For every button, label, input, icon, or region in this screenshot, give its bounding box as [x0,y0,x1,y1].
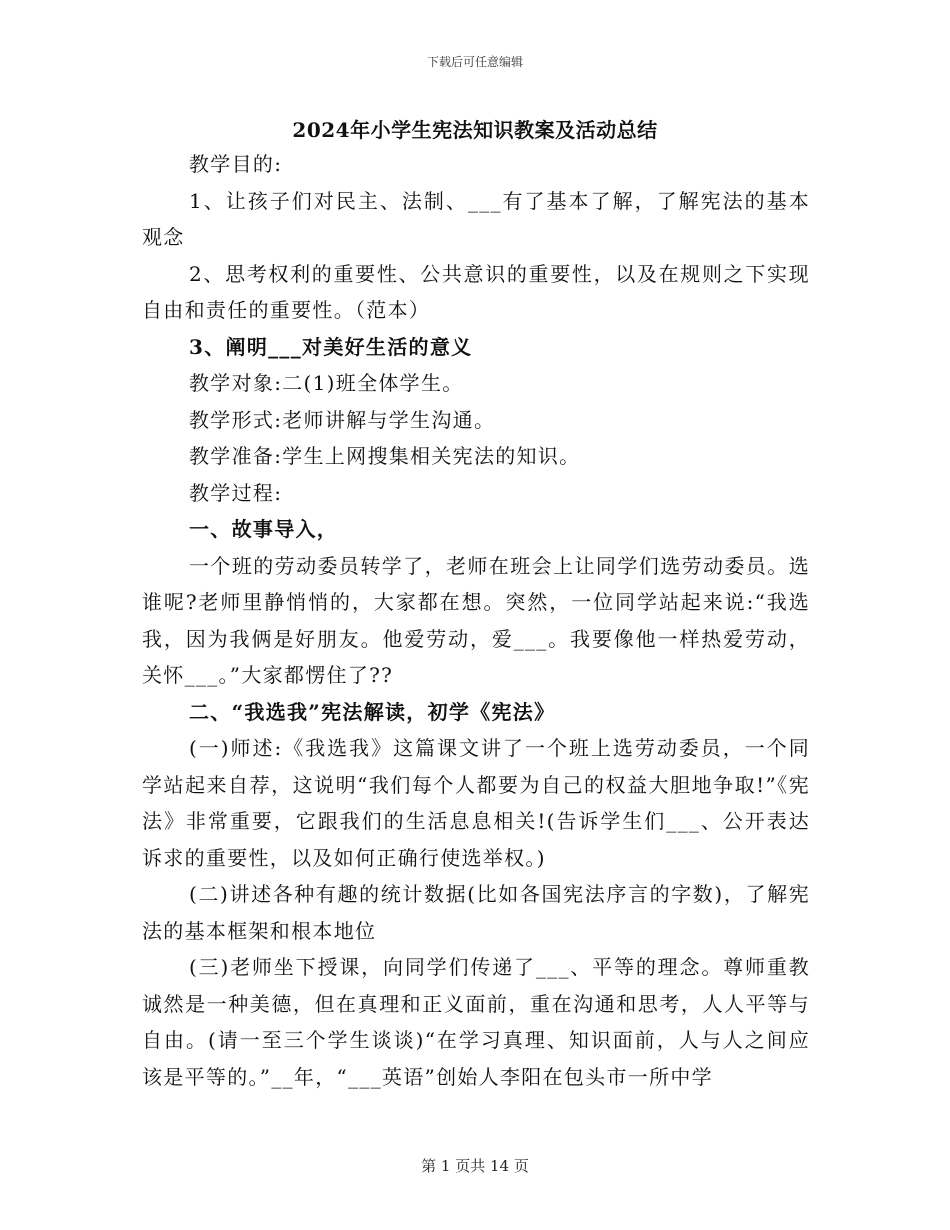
paragraph-preparation: 教学准备:学生上网搜集相关宪法的知识。 [189,444,581,468]
paragraph-format: 教学形式:老师讲解与学生沟通。 [189,407,496,432]
paragraph-part-2: (二)讲述各种有趣的统计数据(比如各国宪法序言的字数)，了解宪法的基本框架和根本地位 [142,882,810,943]
section-heading-2: 二、“我选我”宪法解读，初学《宪法》 [189,699,556,724]
paragraph-story: 一个班的劳动委员转学了，老师在班会上让同学们选劳动委员。选谁呢?老师里静悄悄的，大家都在想。突然，一位同学站起来说:“我选我，因为我俩是好朋友。他爱劳动，爱___。我要像他一样热爱劳动，关怀___。”大家都愣住了?? [142,553,810,687]
paragraph-part-3: (三)老师坐下授课，向同学们传递了___、平等的理念。尊师重教诚然是一种美德，但在真理和正义面前，重在沟通和思考，人人平等与自由。(请一至三个学生谈谈)“在学习真理、知识面前，人与人之间应该是平等的。”__年，“___英语”创始人李阳在包头市一所中学 [142,955,810,1089]
document-title: 2024年小学生宪法知识教案及活动总结 [292,118,658,142]
paragraph-audience: 教学对象:二(1)班全体学生。 [189,371,464,395]
paragraph-process: 教学过程: [189,480,283,505]
paragraph-goal-2: 2、思考权利的重要性、公共意识的重要性，以及在规则之下实现自由和责任的重要性。（范本） [142,261,810,322]
paragraph-goal-3: 3、阐明___对美好生活的意义 [189,334,473,359]
section-heading-1: 一、故事导入， [189,517,339,541]
paragraph-goal-1: 1、让孩子们对民主、法制、___有了基本了解，了解宪法的基本观念 [142,188,810,249]
page-header-note: 下载后可任意编辑 [426,55,523,69]
page-number: 第 1 页共 14 页 [421,1157,529,1175]
paragraph-part-1: (一)师述:《我选我》这篇课文讲了一个班上选劳动委员，一个同学站起来自荐，这说明“我们每个人都要为自己的权益大胆地争取!”《宪法》非常重要，它跟我们的生活息息相关!(告诉学生们___、公开表达诉求的重要性，以及如何正确行使选举权。) [142,736,810,870]
document-body [142,146,810,1095]
paragraph-teaching-goals: 教学目的: [189,152,283,176]
